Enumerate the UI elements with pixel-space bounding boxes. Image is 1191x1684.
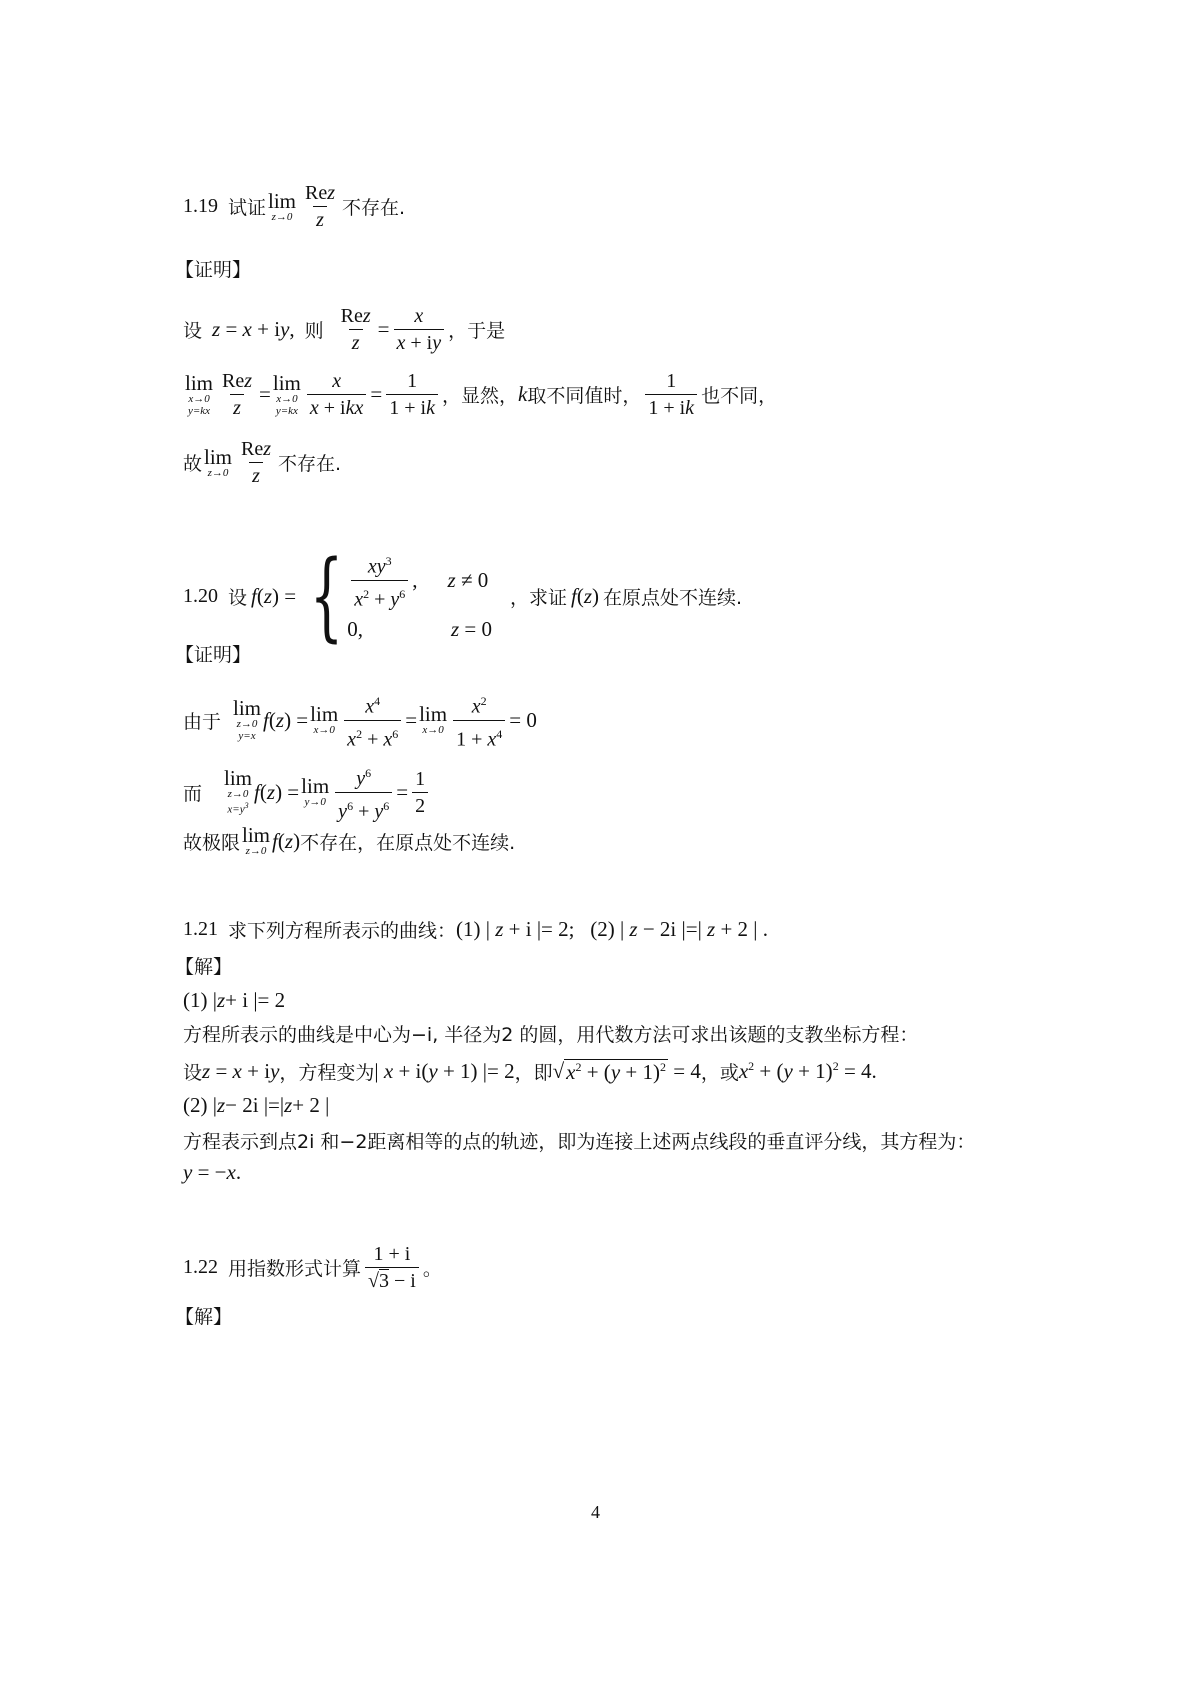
fraction: $\frac{\text{Rez}}{z}$: [305, 182, 336, 231]
proof-conclusion: [183, 438, 341, 487]
limit-operator: lim z→0: [268, 188, 297, 223]
formula-line: (2) | z − 2i |=| z + 2 |: [183, 1093, 330, 1117]
solution-text: ，或: [700, 1062, 739, 1084]
solution-label: 【解】: [175, 1306, 233, 1328]
problem-number: 1.22: [183, 1256, 218, 1278]
limit-operator: lim x→0: [310, 702, 339, 737]
fraction: $\frac{x^2}{1 + x^4}$: [453, 690, 505, 750]
proof-text: ，于是: [448, 320, 506, 342]
formula-line: y = − x .: [183, 1160, 242, 1184]
proof-text: 则: [304, 320, 324, 342]
proof-label: 【证明】: [175, 259, 252, 281]
problem-1-21-statement: 1.21 求下列方程所表示的曲线： (1) | z + i |= 2; (2) | z − 2i |=| z + 2 | .: [183, 917, 769, 942]
limit-operator: lim x→0: [419, 702, 448, 737]
proof-text: 设: [183, 320, 203, 342]
limit-operator: lim z→0: [204, 444, 233, 479]
fraction: $\frac{1}{1 + ik}$: [386, 370, 438, 419]
fraction: $\frac{\text{Rez}}{z}$: [222, 370, 253, 419]
formula-line: (1) | z + i |= 2: [183, 988, 286, 1012]
problem-text: ，求证: [510, 586, 568, 609]
proof-line: lim x→0 y=kx $\frac{\text{Rez}}{z}$ = lim x→0 y=kx $\frac{x}{\text{x + ikx}}$ = $\frac{1}{1 + ik}$ ，显然， k 取不同值时， $\frac{1}{1 + ik}$ 也不同，: [185, 370, 778, 419]
limit-operator: lim x→0 y=kx: [272, 370, 301, 417]
page-number: 4: [591, 1502, 600, 1522]
fraction: $\frac{\text{Rez}}{z}$: [241, 438, 272, 487]
piecewise-cases: $\frac{xy^3}{x^2 + y^6}$ , z ≠ 0 0, z = 0: [347, 554, 492, 641]
fraction: $\frac{\text{Rez}}{z}$: [340, 305, 371, 354]
proof-line: 设 z = x + iy, 则 $\frac{\text{Rez}}{z}$ = $\frac{x}{x + iy}$ ，于是: [183, 305, 506, 354]
problem-text: 用指数形式计算: [228, 1258, 362, 1280]
fraction: $\frac{y^6}{y^6 + y^6}$: [335, 762, 392, 822]
problem-number: 1.21: [183, 918, 218, 940]
fraction: $\frac{x}{x + iy}$: [394, 305, 445, 354]
proof-text: 也不同，: [701, 385, 778, 407]
proof-conclusion: 故极限 lim z→0 f(z) 不存在，在原点处不连续.: [183, 823, 516, 857]
square-root: √ $x^2 + (y + 1)^2$: [552, 1058, 666, 1084]
limit-operator: lim y→0: [301, 774, 330, 809]
fraction: $\frac{x}{\text{x + ikx}}$: [307, 370, 367, 419]
fraction: $\frac{1}{2}$: [412, 768, 428, 817]
brace: {: [309, 540, 344, 652]
limit-operator: lim z→0: [242, 823, 271, 857]
limit-operator: lim z→0 y=x: [233, 696, 262, 743]
limit-operator: lim x→0 y=kx: [185, 370, 214, 417]
solution-label: 【解】: [175, 956, 233, 978]
proof-text: 故极限: [183, 831, 241, 854]
problem-text: 试证: [228, 197, 267, 219]
solution-text: 方程所表示的曲线是中心为−i, 半径为2 的圆，用代数方法可求出该题的支教坐标方程：: [183, 1024, 919, 1046]
solution-text: ，即: [514, 1062, 553, 1084]
solution-text: ，方程变为: [279, 1062, 375, 1084]
proof-line: 而 lim z→0 $x=y^3$ f(z) = lim y→0 $\frac{y^6}{y^6 + y^6}$ = $\frac{1}{2}$: [183, 762, 432, 822]
formula: z = x + iy,: [212, 317, 295, 341]
proof-text: 不存在.: [278, 453, 342, 475]
problem-1-22-statement: [183, 1243, 442, 1292]
solution-text: 方程表示到点2i 和−2距离相等的点的轨迹，即为连接上述两点线段的垂直评分线，其方程为：: [183, 1131, 976, 1153]
proof-text: 故: [183, 453, 203, 475]
proof-text: 而: [183, 782, 203, 805]
proof-label: 【证明】: [175, 644, 252, 666]
problem-text: 不存在.: [342, 197, 406, 219]
fraction: $\frac{1}{1 + ik}$: [645, 370, 697, 419]
problem-text: 在原点处不连续.: [603, 586, 743, 609]
proof-text: 不存在，在原点处不连续.: [300, 831, 516, 854]
problem-text: 设: [228, 586, 248, 609]
fraction: $\frac{1 + i}{√3 - i}$: [365, 1243, 419, 1292]
proof-text: 取不同值时，: [527, 385, 642, 407]
problem-text: 求下列方程所表示的曲线：: [228, 920, 457, 942]
problem-1-19-statement: [183, 182, 405, 231]
problem-number: 1.19: [183, 195, 218, 217]
problem-text: 。: [422, 1258, 442, 1280]
limit-operator: lim z→0 $x=y^3$: [224, 766, 253, 816]
problem-number: 1.20: [183, 584, 218, 607]
proof-text: 由于: [183, 710, 222, 733]
variable-k: k: [517, 382, 528, 406]
fraction: $\frac{x^4}{x^2 + x^6}$: [344, 690, 401, 750]
problem-1-20-statement: 1.20 设 f(z) = { $\frac{xy^3}{x^2 + y^6}$ , z ≠ 0 0, z = 0 ，求证 f(z) 在原点处不连续.: [183, 540, 743, 652]
solution-line: 设 z = x + iy ，方程变为 | x + i(y + 1) |= 2 ，即 √ $x^2 + (y + 1)^2$ = 4 ，或 $x^2 + (y + 1)^2 = 4$.: [183, 1058, 877, 1084]
proof-text: ，显然，: [441, 385, 518, 407]
proof-line: 由于 lim z→0 y=x f(z) = lim x→0 $\frac{x^4}{x^2 + x^6}$ = lim x→0 $\frac{x^2}{1 + x^4}$ = 0: [183, 690, 537, 750]
solution-text: 设: [183, 1062, 203, 1084]
